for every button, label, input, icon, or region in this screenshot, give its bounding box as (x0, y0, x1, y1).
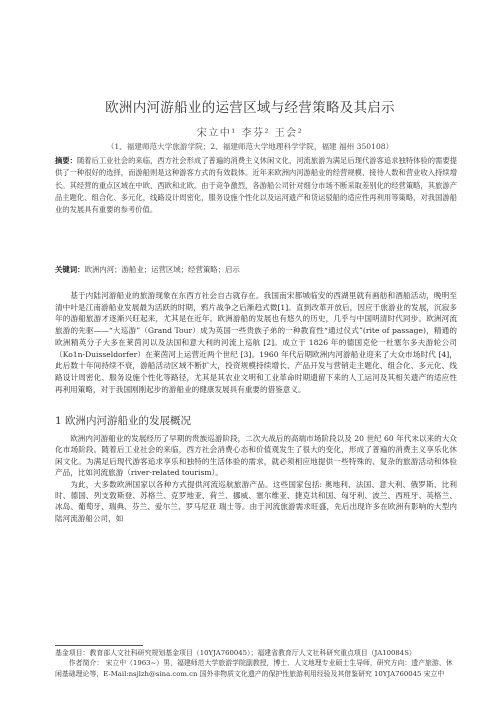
keywords (55, 264, 457, 275)
section-paragraph-2: 为此，大多数欧洲国家以各种方式提供河流巡航旅游产品。这些国家包括: 奥地利、法国、意大利、俄罗斯、比利时、德国、列支敦斯登、苏格兰、克罗地亚、荷兰、挪威、塞尔维亚、捷克共和国、匈牙利、波兰、西班牙、英格兰、冰岛、葡萄牙、瑞典、芬兰、爱尔兰、罗马尼亚 瑞士等。由于河流旅游需求旺盛，先后出现许多在欧洲有影响的大型内陆河流游船公司，如 (55, 479, 457, 523)
footnote-fund: 基金项目：教育部人文社科研究规划基金项目（10YJA760045）；福建省教育厅人文社科研究重点项目（JA10084S） (55, 649, 416, 657)
section-heading: 1 欧洲内河游船业的发展概况 (55, 415, 192, 427)
author-list: 宋立中¹ 李芬² 王会² (196, 128, 304, 139)
footnote-author: 作者简介： 宋立中（1963~）男，福建师范大学旅游学院副教授，博士、人文地理专业硕士生导师，研究方向：遗产旅游、休闲基础理论等，E-Mail:nsjlzh@sina.com.cn 国外非物质文化遗产的保护性旅游利用经验及其借鉴研究 10YJA760045 宋立中 (55, 659, 453, 678)
keywords-label: 关键词： (55, 265, 85, 274)
affiliation: （1、福建师范大学旅游学院；2、福建师范大学地理科学学院，福建 福州 350108） (106, 142, 394, 151)
keywords-text: 欧洲内河；游船业；运营区域；经营策略；启示 (84, 265, 240, 274)
abstract-text: 随着后工业社会的来临，西方社会形成了普遍的消费主义休闲文化，河流旅游为满足后现代游客追求独特体验的需要提供了一种很好的选择，而游船则是这种游客方式的有效载体。近年来欧洲内河游船业的经营规模、接待人数和营业收入持续增长。其经营的重点区域在中欧、西欧和北欧。由于竞争激烈，各游船公司针对细分市场不断采取差别化的经营策略，其旅游产品主题化、组合化、多元化，线路设计周密化，服务设施个性化以及运河遗产和货运驳船的适应性再利用等策略，对我国游船业的发展具有重要的参考价值。 (55, 156, 458, 215)
paper-title: 欧洲内河游船业的运营区域与经营策略及其启示 (105, 100, 395, 116)
intro-paragraph: 基于内陆河游船业的旅游现象在东西方社会自古就存在。我国南宋都城临安的西湖里就有画舫和酒船活动，晚明至清中叶是江南游船业发展最为活跃的时期，鸦片战争之后渐趋式微[1]。直到改革开放后，因应于旅游业的发展，沉寂多年的游船旅游才逐渐兴旺起来，尤其是在近年。欧洲游船的发展也有悠久的历史，几乎与中国明清时代同步。欧洲河流旅游的先驱——“大巡游”（Grand Tour）成为英国一些贵族子弟的一种教育性“通过仪式”(rite of passage)，精通的欧洲精英分子大多在莱茵河以及法国和意大利的河流上巡航 [2]。成立于 1826 年的德国克伦一杜塞尔多夫游轮公司（Ko1n-Duisseldorfer）在莱茵河上运营近两个世纪 [3]。1960 年代后期欧洲内河游船业迎来了大众市场时代 [4]，此后数十年间持续不衰，游船活动区域不断扩大，投资规模持续增长、产品开发与营销走主题化、组合化、多元化、线路设计周密化、服务设施个性化等路径，尤其是其农业文明和工业革命时期遗留下来的人工运河及其相关遗产的适应性再利用策略，对于我国刚刚起步的游船业的健康发展具有重要的借鉴意义。 (55, 291, 457, 394)
abstract (55, 155, 457, 216)
section-body (55, 433, 457, 524)
abstract-label: 摘要： (55, 156, 77, 165)
section-paragraph-1: 欧洲内河游船业的发展经历了早期的贵族巡游阶段，二次大战后的高端市场阶段以及 20 世纪 60 年代末以来的大众化市场阶段。随着后工业社会的来临，西方社会消费心态和价值观发生了很大的变化，形成了普遍的消费主义享乐化休闲文化。为满足后现代游客追求享乐和独特的生活体验的需求，就必须相应地提供一些特殊的、复杂的旅游活动和体验产品，比如河流旅游（river-related tourism）。 (55, 434, 457, 478)
footnote-divider (55, 645, 143, 646)
footnotes (55, 648, 457, 679)
